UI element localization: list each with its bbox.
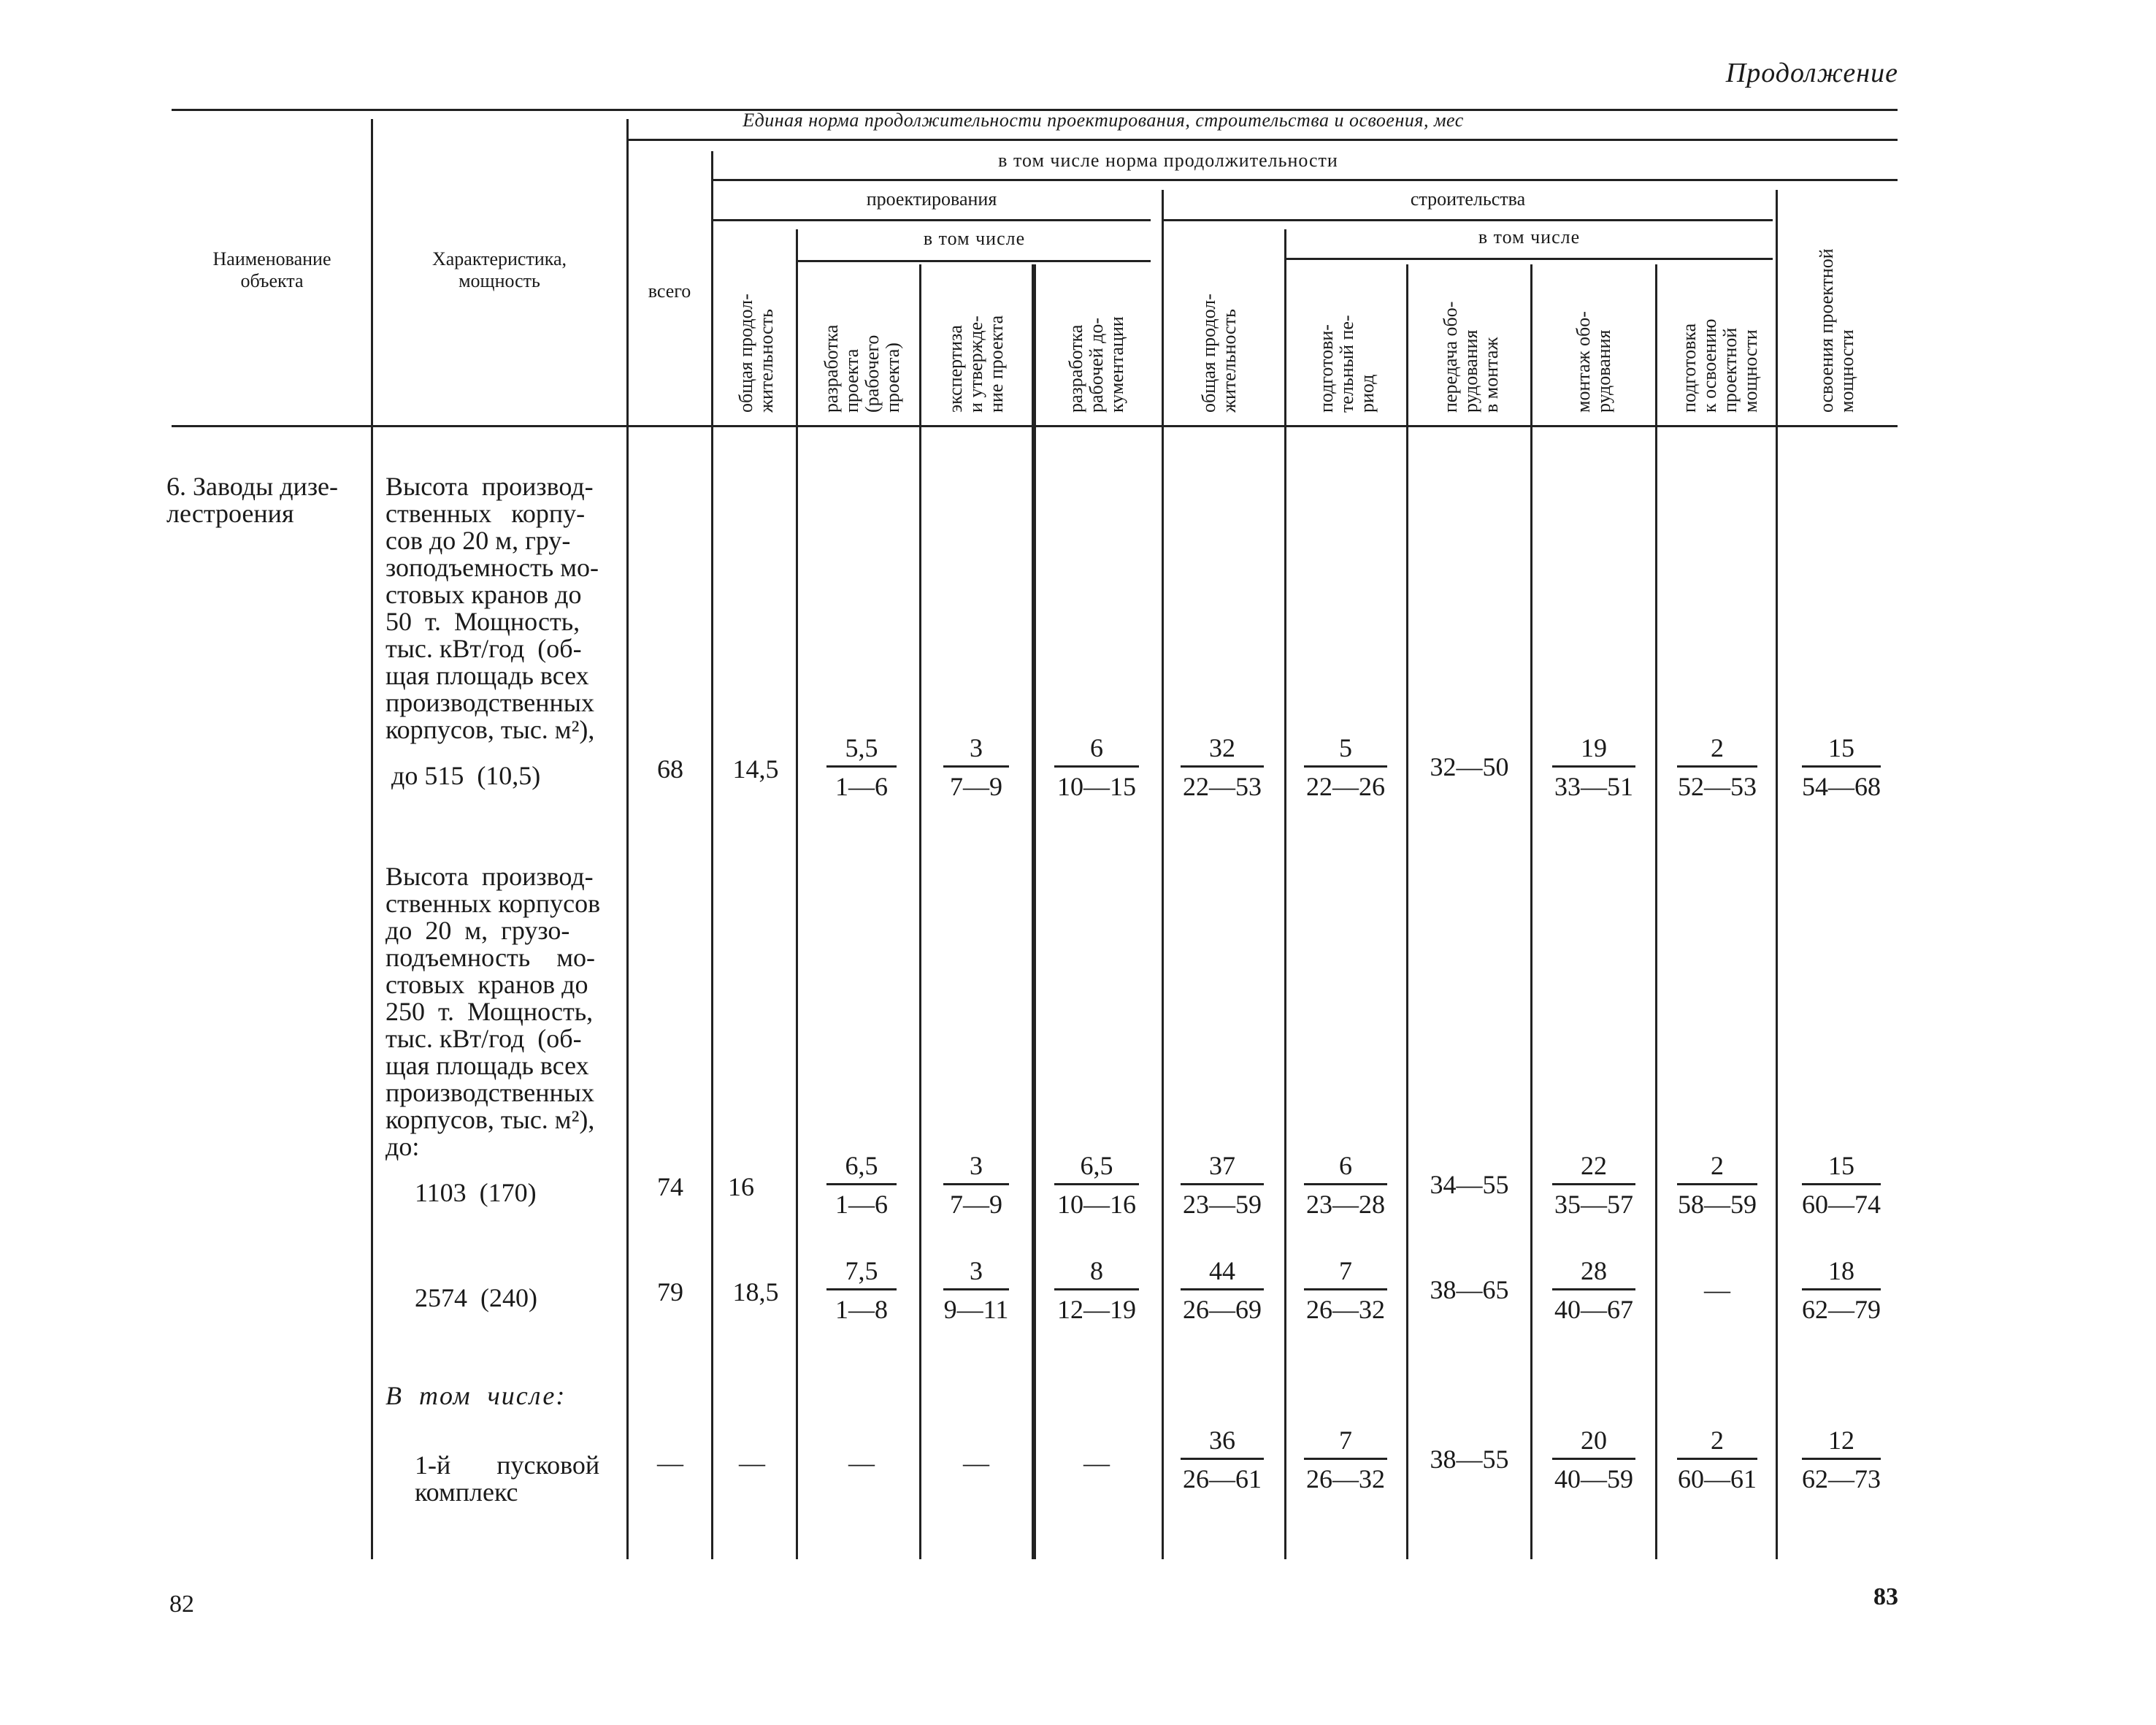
row-2-expertise: $\frac{3}{7—9}$	[943, 1150, 1009, 1220]
vline-transfer	[1530, 264, 1532, 1559]
header-unified-norm: Единая норма продолжительности проектирования, строительства и освоения, мес	[743, 110, 1464, 131]
header-design: проектирования	[866, 188, 997, 210]
row-2-transfer: 34—55	[1430, 1170, 1509, 1199]
vline-expertise	[1032, 264, 1036, 1559]
rule-under-unified	[629, 139, 1898, 141]
row-2-mastering: $\frac{15}{60—74}$	[1802, 1151, 1881, 1219]
row-1-design-total: 14,5	[732, 754, 779, 784]
including-label: В том числе:	[385, 1381, 567, 1410]
row-1-project-dev: $\frac{5,5}{1—6}$	[826, 732, 897, 803]
row-4-total: —	[657, 1448, 683, 1477]
row-3-project-dev: $\frac{7,5}{1—8}$	[826, 1255, 897, 1326]
object-name: 6. Заводы дизе- лестроения	[166, 472, 339, 528]
row-3-prep: $\frac{7}{26—32}$	[1304, 1255, 1387, 1326]
row-4-constr-total: $\frac{36}{26—61}$	[1181, 1424, 1264, 1495]
vline-working-docs	[1162, 190, 1164, 1559]
row-4-design-total: —	[739, 1448, 765, 1477]
header-characteristic: Характеристика, мощность	[431, 248, 567, 291]
rule-under-construction	[1163, 219, 1773, 221]
row-2-label: 1103 (170)	[415, 1178, 537, 1207]
object-description-1: Высота производ- ственных корпу- сов до 20 м, гру- зоподъемность мо- стовых кранов до 50 т. Мощность, тыс. кВт/год (об- щая площадь всех производственных корпусов, тыс. м²),	[385, 472, 599, 744]
header-construction-including: в том числе	[1478, 226, 1581, 248]
row-1-working-docs: $\frac{6}{10—15}$	[1054, 732, 1139, 803]
row-3-working-docs: $\frac{8}{12—19}$	[1054, 1255, 1139, 1326]
row-2-constr-total: $\frac{37}{23—59}$	[1181, 1150, 1264, 1220]
vline-install	[1655, 264, 1657, 1559]
row-4-transfer: 38—55	[1430, 1445, 1509, 1474]
rule-under-design-incl	[798, 260, 1151, 262]
row-3-constr-total: $\frac{44}{26—69}$	[1181, 1255, 1264, 1326]
header-construction: строительства	[1410, 188, 1526, 210]
row-1-total: 68	[657, 754, 683, 784]
row-4-mastering: $\frac{12}{62—73}$	[1802, 1426, 1881, 1493]
row-3-mastering: $\frac{18}{62—79}$	[1802, 1256, 1881, 1324]
row-2-working-docs: $\frac{6,5}{10—16}$	[1054, 1150, 1139, 1220]
row-3-prep-mastering: —	[1704, 1275, 1730, 1304]
row-3-install: $\frac{28}{40—67}$	[1552, 1255, 1635, 1326]
row-1-prep-mastering: $\frac{2}{52—53}$	[1678, 733, 1757, 801]
row-2-total: 74	[657, 1172, 683, 1201]
vline-total	[711, 151, 713, 1559]
row-1-prep: $\frac{5}{22—26}$	[1304, 732, 1387, 803]
header-total: всего	[648, 280, 691, 302]
row-1-expertise: $\frac{3}{7—9}$	[943, 732, 1009, 803]
header-including-norm: в том числе норма продолжительности	[998, 150, 1338, 171]
row-4-prep: $\frac{7}{26—32}$	[1304, 1424, 1387, 1495]
vline-prep-mastering	[1776, 190, 1778, 1559]
row-1-mastering: $\frac{15}{54—68}$	[1802, 733, 1881, 801]
launch-complex-label: 1-й пусковой комплекс	[415, 1450, 600, 1507]
row-4-expertise: —	[963, 1448, 989, 1477]
row-1-constr-total: $\frac{32}{22—53}$	[1181, 732, 1264, 803]
vline-char	[626, 119, 629, 1559]
header-design-including: в том числе	[923, 228, 1026, 249]
page-number-right: 83	[1873, 1583, 1898, 1610]
row-4-project-dev: —	[848, 1448, 875, 1477]
row-2-prep: $\frac{6}{23—28}$	[1304, 1150, 1387, 1220]
row-2-design-total: 16	[728, 1172, 754, 1201]
vline-project-dev	[919, 264, 921, 1559]
rule-under-constr-incl	[1286, 258, 1773, 260]
row-4-install: $\frac{20}{40—59}$	[1552, 1424, 1635, 1495]
row-1-transfer: 32—50	[1430, 752, 1509, 781]
row-3-label: 2574 (240)	[415, 1283, 537, 1312]
row-2-install: $\frac{22}{35—57}$	[1552, 1150, 1635, 1220]
page-number-left: 82	[169, 1591, 194, 1618]
rule-under-including-norm	[713, 179, 1898, 181]
vline-design-total	[796, 229, 798, 1559]
vline-constr-total	[1284, 229, 1286, 1559]
row-4-working-docs: —	[1083, 1448, 1110, 1477]
object-description-2: Высота производ- ственных корпусов до 20 м, грузо- подъемность мо- стовых кранов до 250 т. Мощность, тыс. кВт/год (об- щая площадь всех производственных корпусов, тыс. м²), до:	[385, 862, 601, 1161]
row-3-total: 79	[657, 1277, 683, 1307]
row-2-prep-mastering: $\frac{2}{58—59}$	[1678, 1151, 1757, 1219]
vline-name	[371, 119, 373, 1559]
continuation-label: Продолжение	[1725, 58, 1898, 88]
row-1-install: $\frac{19}{33—51}$	[1552, 732, 1635, 803]
vline-prep	[1406, 264, 1408, 1559]
row-3-design-total: 18,5	[732, 1277, 779, 1307]
header-name: Наименование объекта	[212, 248, 331, 291]
row-3-expertise: $\frac{3}{9—11}$	[943, 1256, 1009, 1324]
row-4-prep-mastering: $\frac{2}{60—61}$	[1678, 1426, 1757, 1493]
row-3-transfer: 38—65	[1430, 1275, 1509, 1304]
row-1-label: до 515 (10,5)	[391, 761, 541, 790]
row-2-project-dev: $\frac{6,5}{1—6}$	[826, 1150, 897, 1220]
rule-under-design	[713, 219, 1151, 221]
